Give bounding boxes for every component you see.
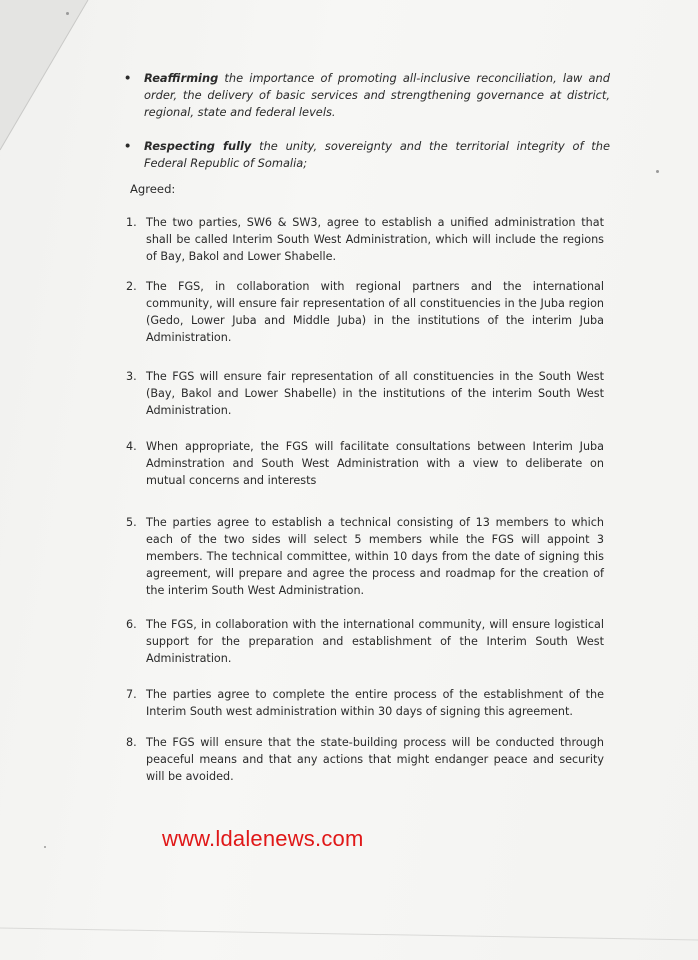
item-text: When appropriate, the FGS will facilitate consultations between Interim Juba Adminstration and South West Administration with a view to deliberate on mutual concerns and interests xyxy=(146,440,604,487)
bullet-icon: • xyxy=(124,139,132,153)
item-number: 1. xyxy=(126,216,137,229)
bullet-body: the unity, sovereignty and the territorial integrity of the Federal Republic of Somalia; xyxy=(144,139,610,170)
agreement-item-3 xyxy=(126,368,604,419)
bullet-lead: Respecting fully xyxy=(144,139,252,153)
item-text: The parties agree to complete the entire process of the establishment of the Interim South west administration within 30 days of signing this agreement. xyxy=(146,688,604,718)
bullet-text xyxy=(130,138,610,172)
preamble-bullet-2 xyxy=(124,138,610,172)
agreement-item-8 xyxy=(126,734,604,785)
agreement-item-2 xyxy=(126,278,604,346)
item-text: The parties agree to establish a technical consisting of 13 members to which each of the two sides will select 5 members while the FGS will appoint 3 members. The technical committee, within 10 days from the date of signing this agreement, will prepare and agree the process and roadmap for the creation of the interim South West Administration. xyxy=(146,516,604,597)
agreement-item-7 xyxy=(126,686,604,720)
agreement-item-6 xyxy=(126,616,604,667)
speck xyxy=(66,12,69,15)
item-number: 8. xyxy=(126,736,137,749)
item-number: 5. xyxy=(126,516,137,529)
item-text: The FGS, in collaboration with regional partners and the international community, will ensure fair representation of all constituencies in the Juba region (Gedo, Lower Juba and Middle Juba) in the institutions of the interim Juba Administration. xyxy=(146,280,604,344)
item-number: 3. xyxy=(126,370,137,383)
item-number: 6. xyxy=(126,618,137,631)
agreed-heading: Agreed: xyxy=(130,182,176,196)
item-number: 7. xyxy=(126,688,137,701)
agreement-item-5 xyxy=(126,514,604,599)
bullet-text xyxy=(130,70,610,121)
item-text: The FGS will ensure that the state-building process will be conducted through peaceful means and that any actions that might endanger peace and security will be avoided. xyxy=(146,736,604,783)
bullet-body: the importance of promoting all-inclusive reconciliation, law and order, the delivery of basic services and strengthening governance at district, regional, state and federal levels. xyxy=(144,71,610,119)
speck xyxy=(44,846,46,848)
bullet-icon: • xyxy=(124,71,132,85)
item-text: The FGS, in collaboration with the international community, will ensure logistical support for the preparation and establishment of the Interim South West Administration. xyxy=(146,618,604,665)
item-text: The FGS will ensure fair representation of all constituencies in the South West (Bay, Bakol and Lower Shabelle) in the institutions of the interim South West Administration. xyxy=(146,370,604,417)
website-watermark: www.ldalenews.com xyxy=(162,826,364,851)
bullet-lead: Reaffirming xyxy=(144,71,219,85)
preamble-bullet-1 xyxy=(124,70,610,121)
speck xyxy=(656,170,659,173)
item-number: 4. xyxy=(126,440,137,453)
agreement-item-1 xyxy=(126,214,604,265)
item-number: 2. xyxy=(126,280,137,293)
agreement-item-4 xyxy=(126,438,604,489)
item-text: The two parties, SW6 & SW3, agree to establish a unified administration that shall be called Interim South West Administration, which will include the regions of Bay, Bakol and Lower Shabelle. xyxy=(146,216,604,263)
